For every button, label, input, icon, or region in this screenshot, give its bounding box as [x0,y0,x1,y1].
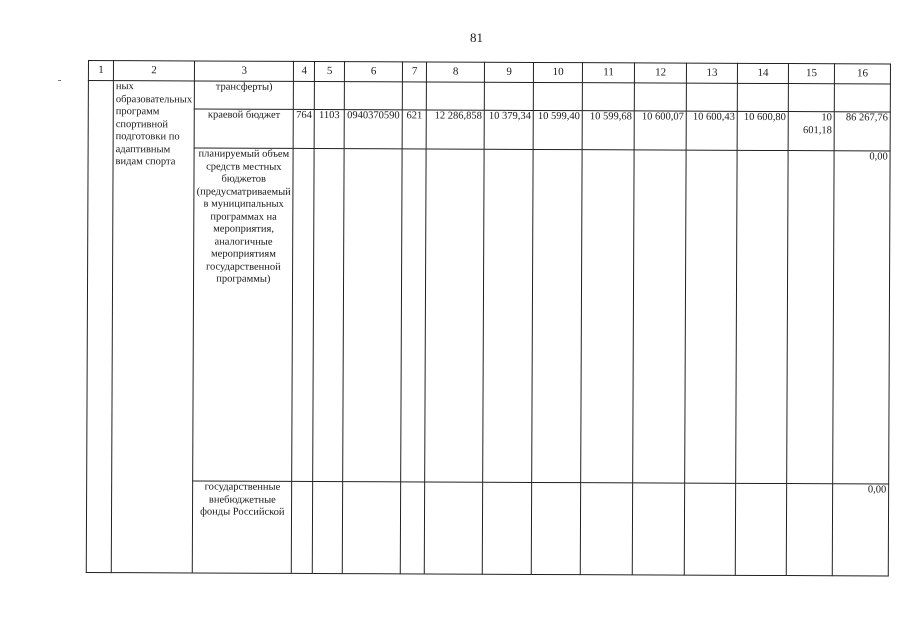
total-amount-cell: 0,00 [833,151,890,484]
table-cell [313,148,344,481]
amount-cell: 12 286,858 [426,110,484,149]
table-cell [482,482,531,574]
amount-cell: 10 599,68 [582,111,634,150]
ministry-code-cell: 764 [293,109,314,148]
table-cell [294,81,315,109]
total-amount-cell: 0,00 [832,484,888,576]
header-cell: 9 [485,62,534,82]
table-cell [787,151,834,484]
header-cell: 7 [403,62,427,82]
amount-cell: 10 600,43 [686,111,737,150]
header-cell: 1 [88,61,113,81]
funding-source-label: краевой бюджет [194,109,293,148]
target-code-cell: 0940370590 [344,110,402,149]
total-amount-cell: 86 267,76 [834,112,890,151]
table-cell [424,482,482,574]
table-cell [314,81,344,109]
table-cell [633,150,686,483]
table-cell [582,83,634,111]
header-cell: 6 [345,62,403,82]
section-code-cell: 1103 [314,109,344,148]
table-cell [484,82,533,110]
header-cell: 2 [113,61,194,81]
funding-source-label: государственные внебюджетные фонды Российской [192,481,292,573]
table-cell [483,149,533,482]
expense-type-cell: 621 [402,110,426,149]
amount-cell: 10 599,40 [533,110,582,149]
table-cell [634,83,686,111]
amount-cell: 10 601,18 [788,112,834,151]
table-cell [401,149,426,482]
table-cell [788,84,834,112]
header-cell: 11 [583,63,635,83]
table-cell [685,150,737,483]
table-cell [786,484,832,576]
row-number-cell [86,81,113,573]
header-cell: 4 [294,61,315,81]
table-cell [425,149,484,482]
table-cell [344,82,402,110]
amount-cell: 10 379,34 [484,110,533,149]
header-cell: 3 [195,61,294,81]
table-cell [426,82,484,110]
scan-artifact [58,80,61,81]
table-cell [533,82,582,110]
header-cell: 13 [687,63,738,83]
table-cell [531,482,580,574]
table-cell [532,149,582,482]
funding-source-label: планируемый объем средств местных бюджетов (предусматриваемый в муниципальных программах на мероприятия, аналогичные мероприятиям государственной программы) [193,148,294,481]
header-cell: 12 [635,63,687,83]
header-cell: 8 [427,62,485,82]
table-cell [402,82,426,110]
table-row-local-budgets [87,148,891,484]
header-cell: 14 [738,63,789,83]
table-row-regional-budget [88,109,890,151]
header-cell: 15 [789,64,835,84]
amount-cell: 10 600,07 [634,111,686,150]
table-cell [580,483,632,575]
amount-cell: 10 600,80 [737,111,788,150]
table-cell [312,481,342,573]
table-row-offbudget-funds [86,480,889,575]
table-cell [735,483,786,575]
funding-source-label: трансферты) [195,81,294,109]
table-cell [737,83,788,111]
table-cell [632,483,684,575]
table-row-transfers [88,81,890,112]
page-number: 81 [470,30,483,45]
table-cell [834,84,890,112]
table-cell [292,148,314,481]
table-cell [581,150,634,483]
program-name-cell: ных образовательных программ спортивной подготовки по адаптивным видам спорта [111,81,194,573]
table-cell [292,481,313,573]
table-cell [686,83,737,111]
header-cell: 5 [315,61,345,81]
header-cell: 16 [835,64,891,84]
table-cell [736,150,788,483]
table-cell [400,482,424,574]
table-cell [684,483,735,575]
table-cell [342,482,400,574]
table-cell [343,149,402,482]
header-cell: 10 [534,62,583,82]
budget-table [86,60,891,576]
